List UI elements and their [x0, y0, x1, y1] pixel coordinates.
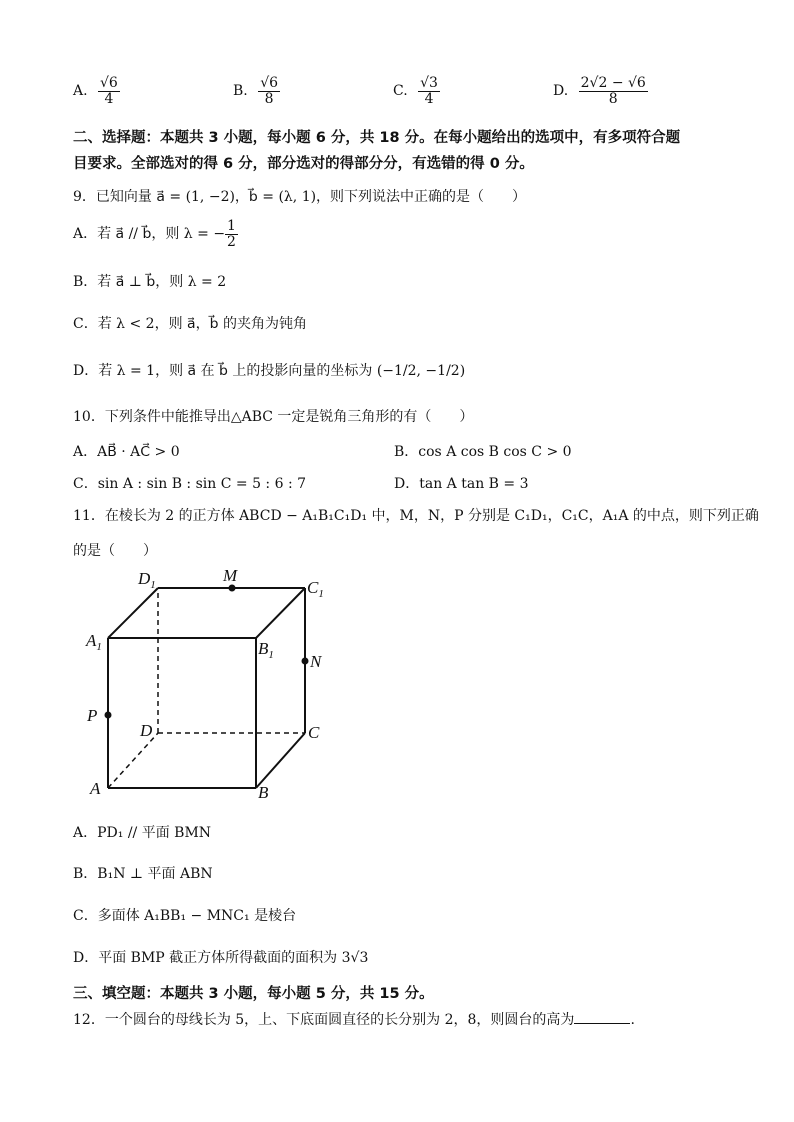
fraction-numerator: 2√2 − √6 — [580, 75, 646, 91]
q8-option-a — [73, 76, 120, 106]
q12-text: 12．一个圆台的母线长为 5，上、下底面圆直径的长分别为 2，8，则圆台的高为 — [73, 1012, 575, 1028]
point-m — [229, 585, 236, 592]
q9-option-a — [73, 219, 238, 249]
fraction-denominator: 8 — [264, 90, 274, 107]
fraction-denominator: 4 — [424, 90, 434, 107]
option-label: A. — [73, 83, 88, 100]
label-d: D — [140, 721, 153, 740]
q11-option-a: A．PD₁ // 平面 BMN — [73, 825, 212, 841]
cube-figure — [80, 566, 340, 806]
point-p — [105, 712, 112, 719]
section-3-heading: 三、填空题：本题共 3 小题，每小题 5 分，共 15 分。 — [73, 986, 434, 1002]
fraction — [225, 219, 238, 249]
option-label: C. — [393, 83, 408, 100]
q10-option-a: A．AB⃗ · AC⃗ > 0 — [73, 444, 180, 460]
q11-option-b: B．B₁N ⊥ 平面 ABN — [73, 866, 213, 882]
fraction — [98, 76, 120, 106]
point-n — [302, 658, 309, 665]
fraction-denominator: 2 — [227, 233, 236, 250]
label-a1: $A_1$ — [86, 631, 102, 653]
edge-b1-c1 — [256, 588, 305, 638]
edge-a1-d1 — [108, 588, 158, 638]
label-n: N — [310, 652, 322, 671]
q11-option-c: C．多面体 A₁BB₁ − MNC₁ 是棱台 — [73, 908, 297, 924]
q9-option-c: C．若 λ < 2，则 a⃗，b⃗ 的夹角为钝角 — [73, 316, 307, 332]
fraction-numerator: √6 — [260, 75, 279, 91]
fraction — [418, 76, 440, 106]
q12-stem — [73, 1009, 635, 1029]
option-label: D. — [553, 83, 569, 100]
section-2-heading-line1: 二、选择题：本题共 3 小题，每小题 6 分，共 18 分。在每小题给出的选项中，有多项符合题 — [73, 130, 681, 146]
q10-option-d: D．tan A tan B = 3 — [394, 476, 529, 492]
q9-option-b: B．若 a⃗ ⊥ b⃗，则 λ = 2 — [73, 274, 227, 290]
q11-stem-line2: 的是（ ） — [73, 543, 157, 559]
fraction — [579, 76, 648, 106]
label-m: M — [223, 566, 238, 585]
q8-option-c — [393, 76, 440, 106]
option-label: B. — [233, 83, 248, 100]
q9-stem: 9．已知向量 a⃗ = (1, −2)，b⃗ = (λ, 1)，则下列说法中正确的是（ ） — [73, 189, 527, 205]
q10-option-b: B．cos A cos B cos C > 0 — [394, 444, 572, 460]
fraction — [258, 76, 280, 106]
fraction-numerator: √3 — [420, 75, 438, 91]
q10-option-c: C．sin A : sin B : sin C = 5 : 6 : 7 — [73, 476, 307, 492]
q8-option-d — [553, 76, 648, 106]
edge-a-d-hidden — [108, 733, 158, 788]
q11-stem-line1: 11．在棱长为 2 的正方体 ABCD − A₁B₁C₁D₁ 中，M，N，P 分别是 C₁D₁，C₁C，A₁A 的中点，则下列正确 — [73, 508, 759, 524]
q9-option-d — [73, 360, 465, 380]
q12-period: . — [630, 1012, 635, 1028]
label-a: A — [90, 779, 101, 798]
fraction-denominator: 8 — [608, 90, 618, 107]
option-text: A．若 a⃗ // b⃗，则 λ = − — [73, 226, 226, 243]
q11-option-d: D．平面 BMP 截正方体所得截面的面积为 3√3 — [73, 950, 369, 966]
label-b1: $B_1$ — [258, 639, 274, 661]
fraction-numerator: √6 — [100, 75, 118, 91]
label-d1: $D_1$ — [138, 569, 156, 591]
label-b: B — [258, 783, 269, 802]
edge-b-c — [256, 733, 305, 788]
label-c1: $C_1$ — [307, 578, 324, 600]
fraction-denominator: 4 — [104, 90, 114, 107]
answer-blank — [574, 1011, 630, 1024]
projection-coordinate: (−1/2, −1/2) — [376, 363, 466, 379]
section-2-heading-line2: 目要求。全部选对的得 6 分，部分选对的得部分分，有选错的得 0 分。 — [73, 156, 534, 172]
label-p: P — [87, 706, 98, 725]
fraction-numerator: 1 — [227, 218, 236, 234]
label-c: C — [308, 723, 320, 742]
q10-stem: 10．下列条件中能推导出△ABC 一定是锐角三角形的有（ ） — [73, 409, 474, 425]
q8-option-b — [233, 76, 280, 106]
option-text: D．若 λ = 1，则 a⃗ 在 b⃗ 上的投影向量的坐标为 — [73, 363, 373, 379]
